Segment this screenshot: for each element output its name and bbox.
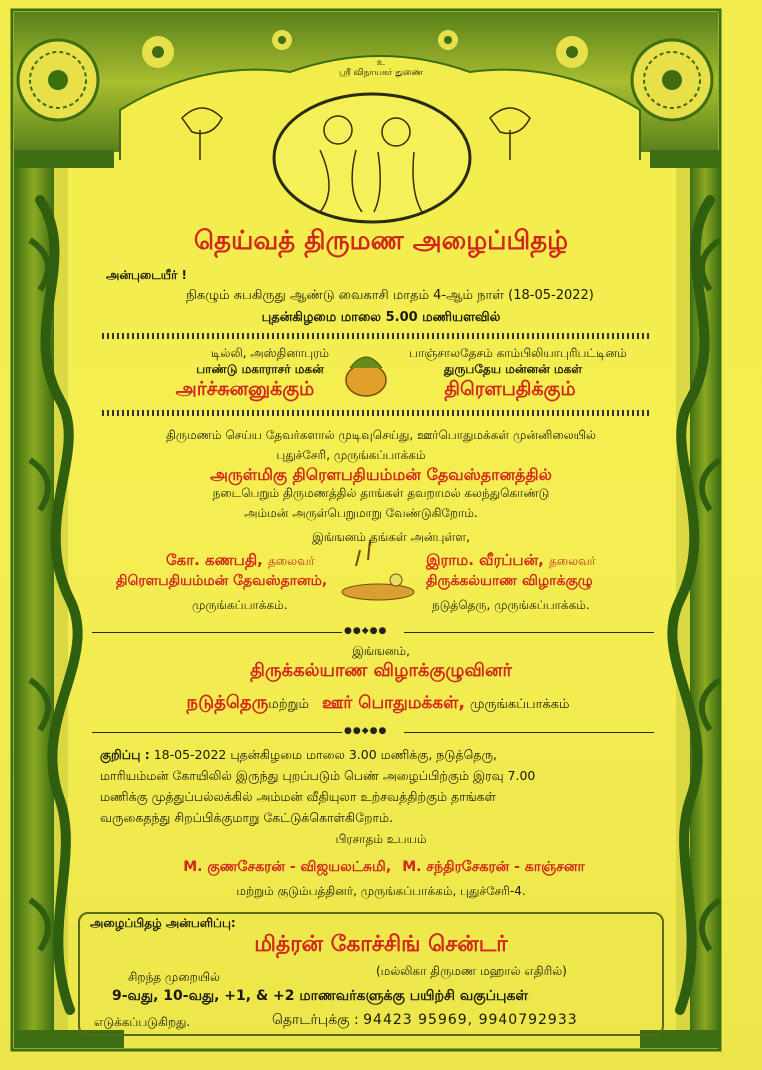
divider-right: [404, 732, 654, 733]
thali-plate-icon: [342, 540, 414, 600]
left-signatory: [166, 550, 315, 571]
bride-place: பாஞ்சாலதேசம் காம்பிலியாபுரிபட்டினம்: [409, 346, 627, 360]
note-block: [100, 744, 660, 828]
sponsor-classes: 9-வது, 10-வது, +1, & +2 மாணவர்களுக்கு பயிற்சி வகுப்புகள்: [112, 988, 529, 1004]
left-signatory-org: திரௌபதியம்மன் தேவஸ்தானம்,: [116, 573, 328, 589]
left-signatory-name: கோ. கணபதி,: [166, 551, 263, 569]
committee-name: திருக்கல்யாண விழாக்குழுவினர்: [250, 660, 512, 681]
bride-name: திரௌபதிக்கும்: [444, 378, 576, 400]
committee-public: ஊர் பொதுமக்கள்,: [322, 693, 465, 713]
sponsor-landmark: (மல்லிகா திருமண மஹால் எதிரில்): [376, 964, 567, 978]
right-signatory-name: இராம. வீரப்பன்,: [426, 551, 544, 569]
right-signatory-role: தலைவர்: [548, 554, 596, 568]
prasadam-heading: பிரசாதம் உபயம்: [335, 832, 427, 846]
sponsor-line-3: எடுக்கப்படுகிறது.: [94, 1015, 191, 1029]
committee-line: [98, 692, 658, 715]
wavy-divider: [102, 333, 652, 339]
blessing-text: உ ஸ்ரீ விநாயகர் துணை: [338, 58, 424, 78]
groom-place: டில்லி, அஸ்தினாபுரம்: [210, 346, 330, 360]
greeting: அன்புடையீர் !: [106, 268, 188, 282]
sponsor-name: மித்ரன் கோச்சிங் சென்டர்: [254, 932, 508, 957]
note-line-4: வருகைதந்து சிறப்பிக்குமாறு கேட்டுக்கொள்கிறோம்.: [100, 810, 394, 825]
right-signatory-org: திருக்கல்யாண விழாக்குழு: [426, 573, 593, 589]
sponsor-line-1: சிறந்த முறையில்: [128, 970, 221, 984]
time-line: புதன்கிழமை மாலை 5.00 மணியளவில்: [261, 310, 501, 325]
body-line-3: நடைபெறும் திருமணத்தில் தாங்கள் தவறாமல் கலந்துகொண்டு: [212, 486, 550, 500]
right-signatory-place: நடுத்தெரு, முருங்கப்பாக்கம்.: [432, 598, 590, 612]
donor-1: M. குணசேகரன் - விஜயலட்சுமி,: [183, 859, 392, 875]
divider-left: [92, 732, 342, 733]
committee-and: மற்றும்: [268, 697, 309, 712]
body-line-1: திருமணம் செய்ய தேவர்களால் முடிவுசெய்து, ஊர்பொதுமக்கள் முன்னிலையில்: [166, 428, 596, 442]
divider-right: [404, 632, 654, 633]
donor-family: மற்றும் குடும்பத்தினர், முருங்கப்பாக்கம், புதுச்சேரி-4.: [236, 884, 526, 898]
sponsor-contact: [272, 1012, 578, 1030]
body-line-4: அம்மன் அருள்பெறுமாறு வேண்டுகிறோம்.: [244, 506, 478, 520]
divider-ornament: ●●◆●●: [344, 626, 388, 636]
invitation-title: தெய்வத் திருமண அழைப்பிதழ்: [193, 226, 569, 256]
left-signatory-role: தலைவர்: [267, 554, 315, 568]
contact-label: தொடர்புக்கு :: [272, 1012, 359, 1028]
note-line-3: மணிக்கு முத்துப்பல்லக்கில் அம்மன் வீதியுலா உற்சவத்திற்கும் தாங்கள்: [100, 789, 496, 804]
committee-heading: இங்ஙனம்,: [352, 644, 410, 658]
note-label: குறிப்பு :: [100, 747, 150, 762]
bride-parent: துருபதேய மன்னன் மகள்: [443, 362, 583, 376]
left-signatory-place: முருங்கப்பாக்கம்.: [192, 598, 288, 612]
groom-parent: பாண்டு மகாராசர் மகன்: [196, 362, 324, 376]
donor-2: M. சந்திரசேகரன் - காஞ்சனா: [402, 859, 585, 875]
committee-street: நடுத்தெரு: [186, 692, 269, 713]
body-line-2: புதுச்சேரி, முருங்கப்பாக்கம்: [276, 448, 426, 462]
wavy-divider: [102, 410, 652, 416]
donors-line: [94, 856, 674, 877]
date-line: நிகழும் சுபகிருது ஆண்டு வைகாசி மாதம் 4-ஆம் நாள் (18-05-2022): [186, 288, 594, 303]
groom-name: அர்ச்சுனனுக்கும்: [175, 378, 315, 400]
contact-phones: 94423 95969, 9940792933: [363, 1012, 578, 1028]
note-line-2: மாரியம்மன் கோயிலில் இருந்து புறப்படும் பெண் அழைப்பிற்கும் இரவு 7.00: [100, 768, 536, 783]
right-signatory: [426, 550, 596, 571]
divider-ornament: ●●◆●●: [344, 726, 388, 736]
committee-place: முருங்கப்பாக்கம்: [470, 697, 570, 712]
note-line-1: 18-05-2022 புதன்கிழமை மாலை 3.00 மணிக்கு, நடுத்தெரு,: [153, 747, 498, 762]
temple-name: அருள்மிகு திரௌபதியம்மன் தேவஸ்தானத்தில்: [210, 465, 552, 484]
divider-left: [92, 632, 342, 633]
signatories-heading: இங்ஙனம் தங்கள் அன்புள்ள,: [312, 530, 470, 544]
sponsor-label: அழைப்பிதழ் அன்பளிப்பு:: [90, 916, 236, 930]
